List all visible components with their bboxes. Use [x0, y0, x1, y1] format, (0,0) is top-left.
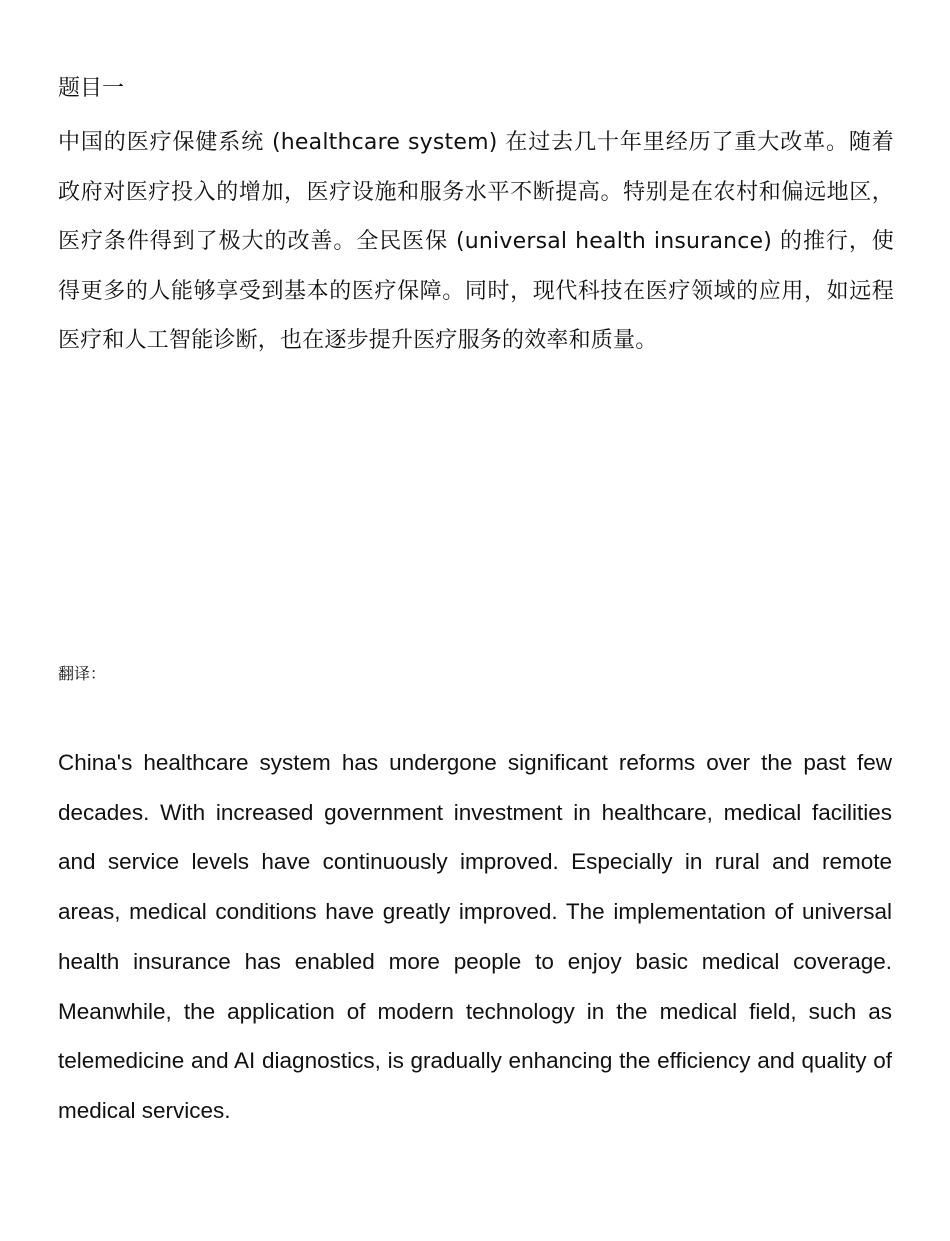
translation-label: 翻译： — [58, 664, 107, 683]
question-text: 中国的医疗保健系统 (healthcare system) 在过去几十年里经历了重大改革。随着政府对医疗投入的增加，医疗设施和服务水平不断提高。特别是在农村和偏远地区，医疗条件得到了极大的改善。全民医保 (universal health insurance) 的推行，使得更多的人能够享受到基本的医疗保障。同时，现代科技在医疗领域的应用，如远程医疗和人工智能诊断，也在逐步提升医疗服务的效率和质量。 — [58, 130, 894, 354]
question-title: 题目一 — [58, 76, 125, 101]
translation-text: China's healthcare system has undergone significant reforms over the past few decades. With increased government investment in healthcare, medical facilities and service levels have continuously improved. Especially in rural and remote areas, medical conditions have greatly improved. The implementation of universal health insurance has enabled more people to enjoy basic medical coverage. Meanwhile, the application of modern technology in the medical field, such as telemedicine and AI diagnostics, is gradually enhancing the efficiency and quality of medical services. — [58, 750, 892, 1123]
